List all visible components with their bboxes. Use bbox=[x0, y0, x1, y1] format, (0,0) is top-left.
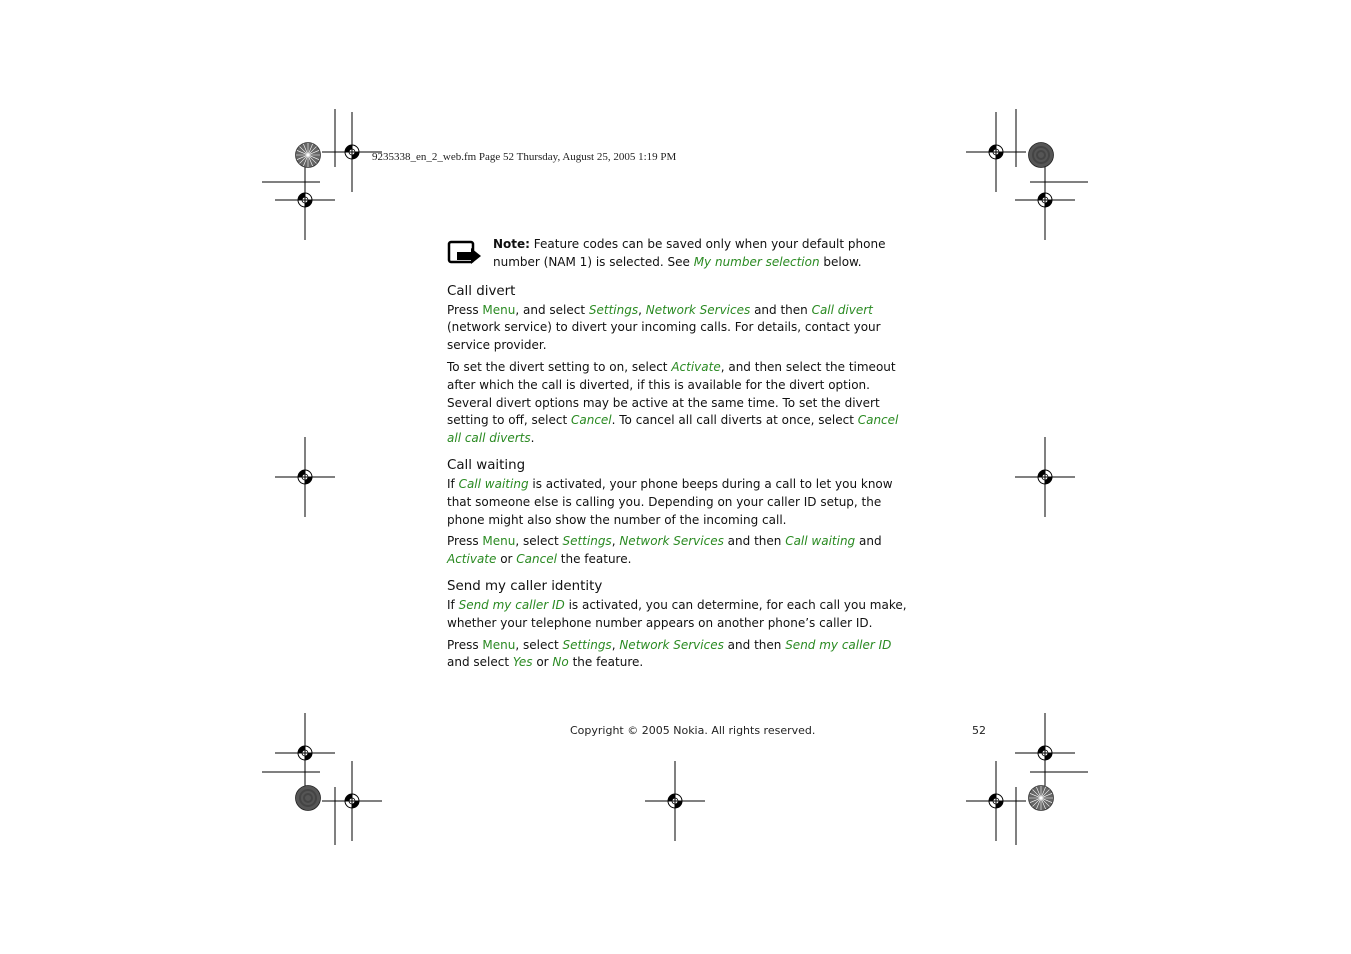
heading-send-caller-identity: Send my caller identity bbox=[447, 578, 603, 594]
menu-term: Menu bbox=[482, 534, 516, 549]
color-wheel-icon bbox=[1029, 143, 1054, 168]
registration-mark-icon bbox=[275, 160, 335, 240]
section-call-waiting bbox=[447, 457, 907, 569]
paragraph: To set the divert setting to on, select Activate, and then select the timeout after which the call is diverted, if this is available for the divert option. Several divert options may be active at the same time. To set the divert setting to off, select Cancel. To cancel all call diverts at once, select Cancel all call diverts. bbox=[447, 359, 899, 446]
color-wheel-icon bbox=[296, 786, 321, 811]
registration-mark-icon bbox=[275, 713, 335, 793]
term-call-waiting: Call waiting bbox=[785, 534, 856, 549]
registration-mark-icon bbox=[275, 437, 335, 517]
paragraph: If Call waiting is activated, your phone beeps during a call to let you know that someone else is calling you. Depending on your caller ID setup, the phone might also show the number of the incoming call. bbox=[447, 476, 893, 527]
registration-mark-icon bbox=[645, 761, 705, 841]
copyright-footer: Copyright © 2005 Nokia. All rights reserved. bbox=[570, 724, 816, 737]
heading-call-divert: Call divert bbox=[447, 283, 516, 299]
term-yes: Yes bbox=[512, 655, 533, 670]
note-hand-icon bbox=[447, 240, 483, 268]
term-call-waiting: Call waiting bbox=[458, 476, 529, 491]
page-content bbox=[447, 236, 907, 681]
heading-call-waiting: Call waiting bbox=[447, 457, 526, 473]
page-number: 52 bbox=[972, 724, 986, 737]
color-wheel-icon bbox=[296, 143, 321, 168]
registration-mark-icon bbox=[966, 761, 1026, 841]
term-settings: Settings bbox=[588, 302, 639, 317]
registration-mark-icon bbox=[966, 112, 1026, 192]
note-block: Note: Feature codes can be saved only when your default phone number (NAM 1) is selected. See My number selection below. bbox=[447, 236, 907, 272]
term-settings: Settings bbox=[562, 534, 612, 549]
term-send-my-caller-id: Send my caller ID bbox=[458, 597, 565, 612]
term-network-services: Network Services bbox=[619, 637, 724, 652]
menu-term: Menu bbox=[482, 302, 516, 317]
term-cancel: Cancel bbox=[516, 552, 557, 567]
color-wheel-icon bbox=[1029, 786, 1054, 811]
paragraph: Press Menu, select Settings, Network Services and then Call waiting and Activate or Cancel the feature. bbox=[447, 534, 882, 567]
paragraph: If Send my caller ID is activated, you can determine, for each call you make, whether your telephone number appears on another phone’s caller ID. bbox=[447, 597, 907, 630]
paragraph: Press Menu, and select Settings, Network Services and then Call divert (network service) to divert your incoming calls. For details, contact your service provider. bbox=[447, 302, 881, 353]
term-network-services: Network Services bbox=[619, 534, 724, 549]
term-activate: Activate bbox=[447, 552, 497, 567]
term-send-my-caller-id: Send my caller ID bbox=[785, 637, 892, 652]
term-cancel-all-call-diverts: Cancel all call diverts bbox=[447, 413, 899, 446]
term-activate: Activate bbox=[671, 359, 721, 374]
registration-mark-icon bbox=[1015, 713, 1075, 793]
section-send-caller-identity bbox=[447, 578, 907, 672]
link-my-number-selection[interactable]: My number selection bbox=[693, 254, 820, 269]
term-no: No bbox=[552, 655, 569, 670]
print-header: 9235338_en_2_web.fm Page 52 Thursday, August 25, 2005 1:19 PM bbox=[372, 151, 677, 163]
section-call-divert bbox=[447, 283, 907, 448]
registration-mark-icon bbox=[322, 761, 382, 841]
term-network-services: Network Services bbox=[645, 302, 751, 317]
registration-mark-icon bbox=[1015, 437, 1075, 517]
term-settings: Settings bbox=[562, 637, 612, 652]
registration-mark-icon bbox=[1015, 160, 1075, 240]
paragraph: Press Menu, select Settings, Network Services and then Send my caller ID and select Yes or No the feature. bbox=[447, 637, 892, 670]
menu-term: Menu bbox=[482, 637, 516, 652]
note-label: Note: bbox=[493, 237, 530, 251]
term-call-divert: Call divert bbox=[811, 302, 873, 317]
term-cancel: Cancel bbox=[570, 413, 612, 428]
